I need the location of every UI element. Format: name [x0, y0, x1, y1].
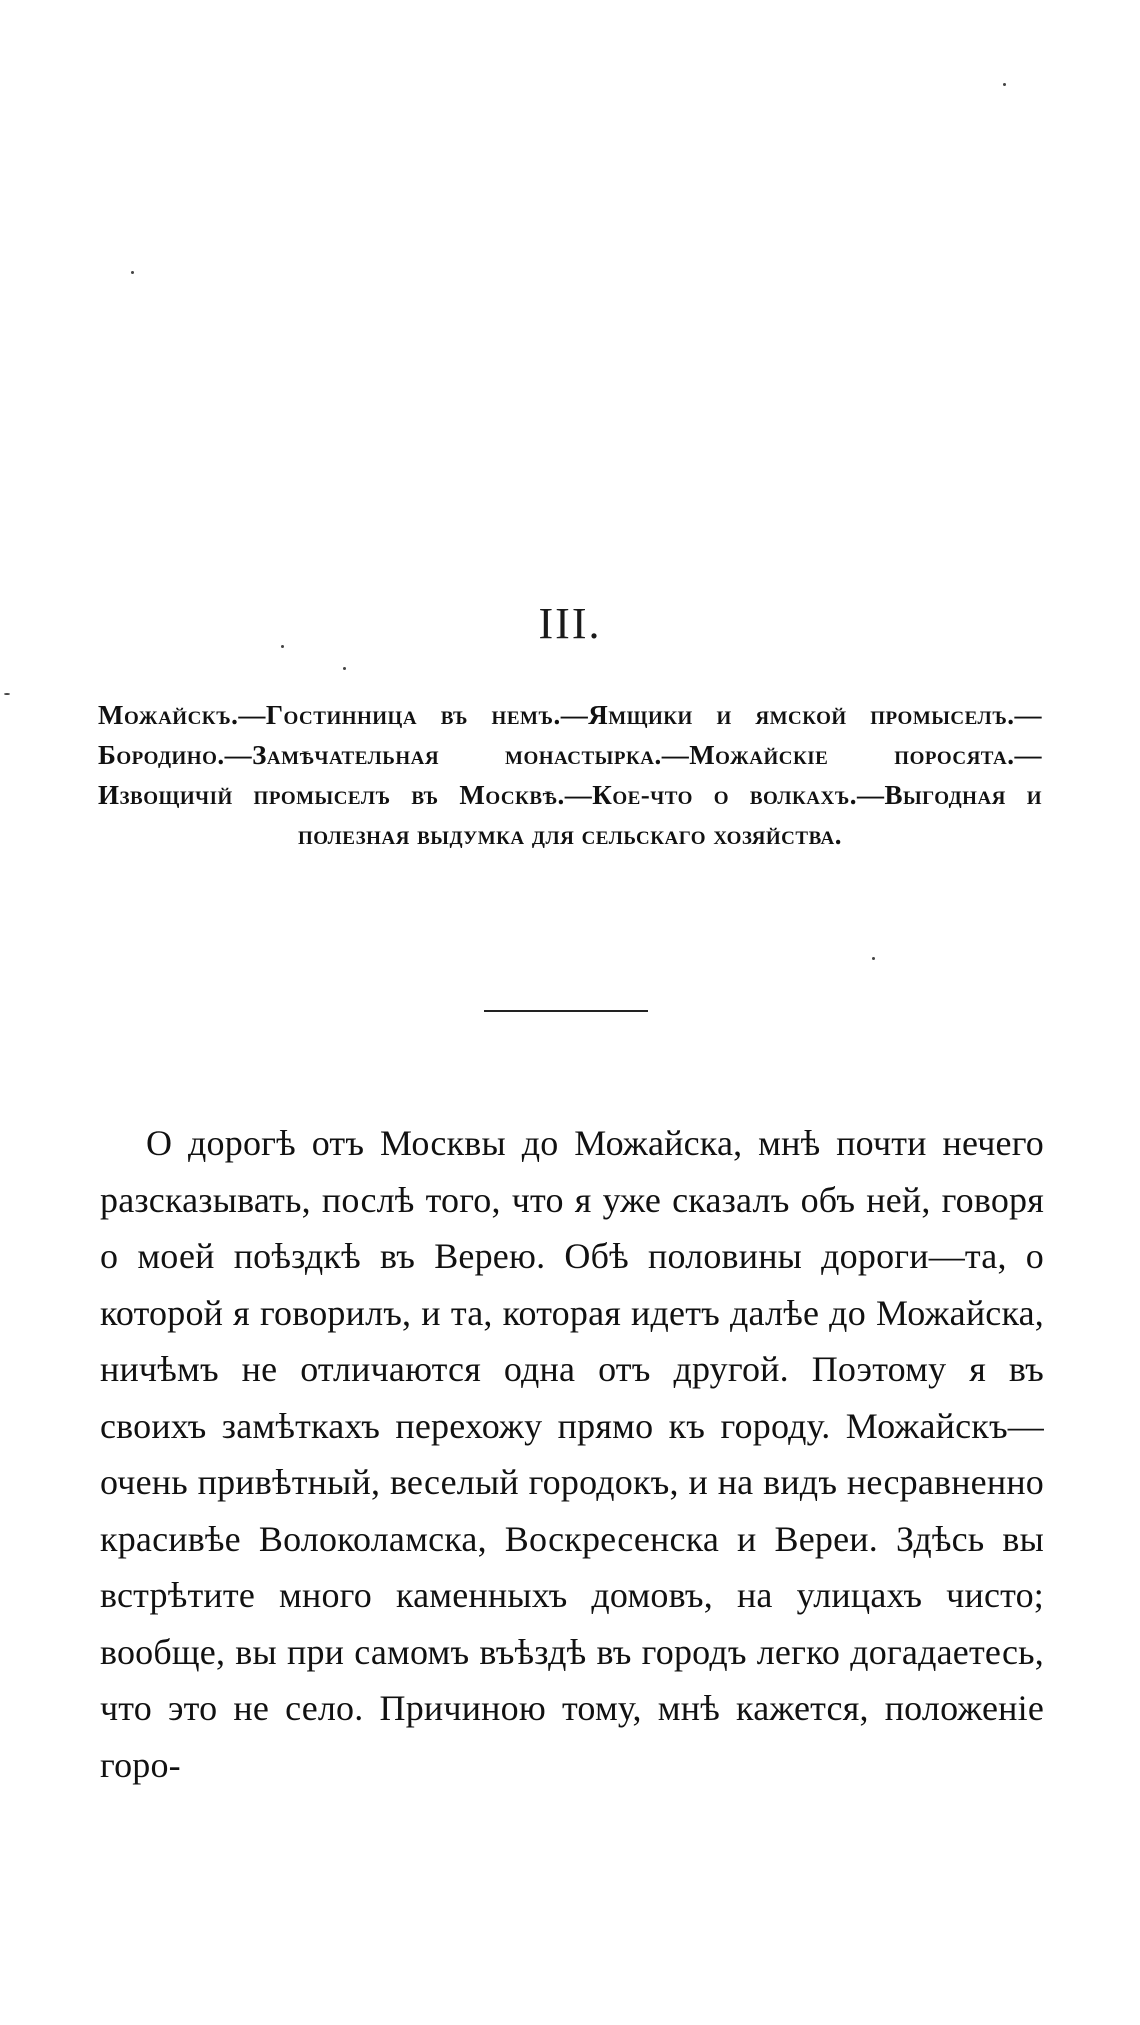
chapter-number: III. — [538, 599, 602, 648]
body-paragraph: О дорогѣ отъ Москвы до Можайска, мнѣ почти нечего разсказывать, послѣ того, что я уже сказалъ объ ней, говоря о моей поѣздкѣ въ Верею. Обѣ половины дороги—та, о которой я говорилъ, и та, которая идетъ далѣе до Можайска, ничѣмъ не отличаются одна отъ другой. Поэтому я въ своихъ замѣткахъ перехожу прямо къ городу. Можайскъ—очень привѣтный, веселый городокъ, и на видъ несравненно красивѣе Волоколамска, Воскресенска и Вереи. Здѣсь вы встрѣтите много каменныхъ домовъ, на улицахъ чисто; вообще, вы при самомъ въѣздѣ въ городъ легко догадаетесь, что это не село. Причиною тому, мнѣ кажется, положеніе горо- — [100, 1123, 1044, 1785]
print-speck — [4, 693, 10, 695]
print-speck — [131, 271, 134, 274]
print-speck — [343, 667, 346, 670]
print-speck — [872, 957, 875, 960]
section-divider — [484, 1010, 648, 1012]
chapter-summary: Можайскъ.—Гостинница въ немъ.—Ямщики и ямской промыселъ.—Бородино.—Замѣчательная монастырка.—Можайскіе поросята.—Извощичій промыселъ въ Москвѣ.—Кое-что о волкахъ.—Выгодная и полезная выдумка для сельскаго хозяйства. — [98, 700, 1042, 850]
print-speck — [1003, 83, 1006, 86]
